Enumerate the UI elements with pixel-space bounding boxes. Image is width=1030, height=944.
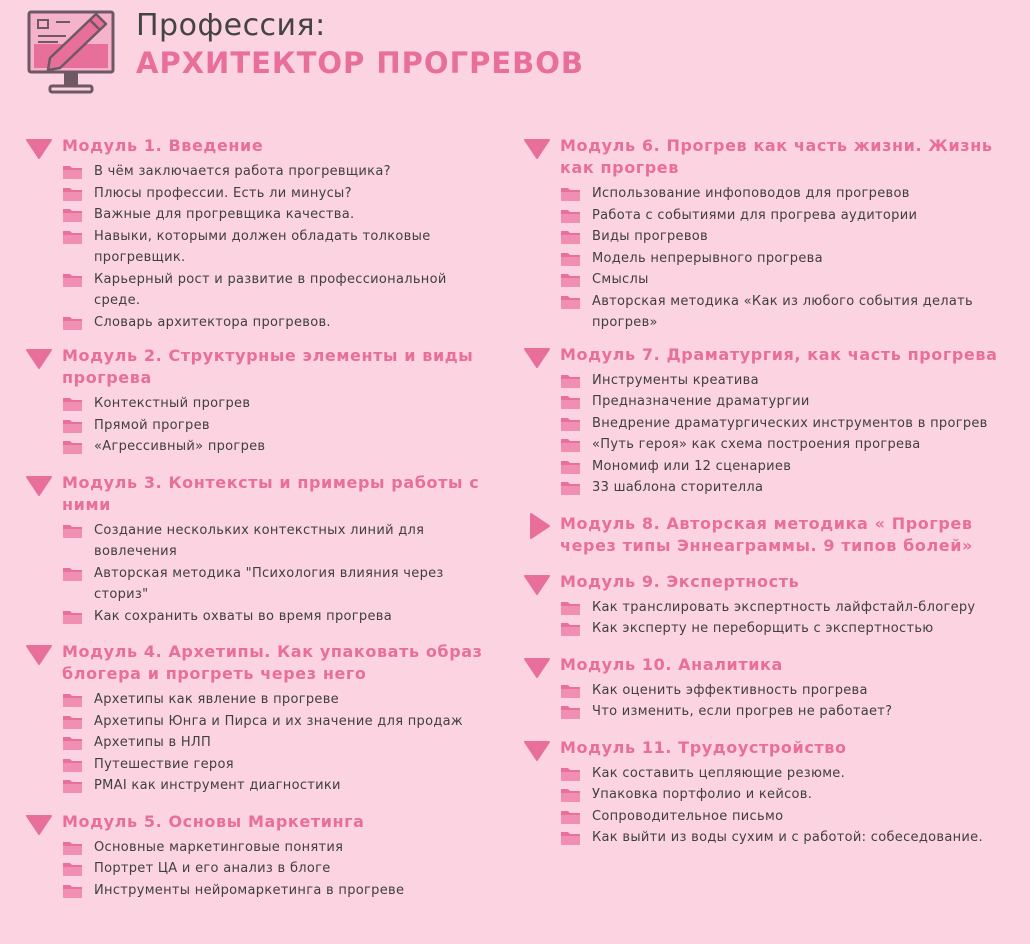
list-item-label: Как выйти из воды сухим и с работой: собеседование. — [592, 830, 983, 845]
list-item-label: Навыки, которыми должен обладать толковые прогревщик. — [94, 228, 431, 265]
module-title: Модуль 8. Авторская методика « Прогрев через типы Эннеаграммы. 9 типов болей» — [560, 513, 973, 555]
folder-icon — [62, 609, 83, 625]
folder-icon — [62, 840, 83, 856]
triangle-down-icon[interactable] — [26, 349, 52, 369]
list-item-label: Модель непрерывного прогрева — [592, 250, 823, 266]
module-header[interactable] — [560, 135, 1024, 179]
module-header[interactable] — [62, 345, 496, 389]
module — [26, 641, 496, 797]
list-item-label: Авторская методика «Как из любого события делать прогрев» — [592, 293, 973, 330]
list-item-label: Авторская методика "Психология влияния через сториз" — [94, 565, 444, 602]
module-items — [560, 597, 1024, 640]
list-item — [560, 370, 1024, 392]
module-items — [62, 520, 496, 628]
triangle-down-icon[interactable] — [524, 658, 550, 678]
folder-icon — [560, 437, 581, 453]
folder-icon — [62, 778, 83, 794]
folder-icon — [62, 883, 83, 899]
module-title: Модуль 5. Основы Маркетинга — [62, 811, 365, 831]
list-item-label: Создание нескольких контекстных линий для вовлечения — [94, 522, 425, 559]
list-item — [62, 204, 496, 226]
list-item-label: Работа с событиями для прогрева аудитории — [592, 207, 918, 223]
list-item-label: Сопроводительное письмо — [592, 808, 784, 824]
module-title: Модуль 4. Архетипы. Как упаковать образ блогера и прогреть через него — [62, 642, 483, 683]
module-title: Модуль 1. Введение — [62, 136, 264, 155]
folder-icon — [560, 272, 581, 288]
list-item — [62, 415, 496, 437]
list-item — [62, 520, 496, 563]
folder-icon — [560, 704, 581, 720]
module-items — [62, 689, 496, 797]
list-item — [62, 711, 496, 733]
header — [26, 6, 1006, 96]
left-column — [26, 135, 496, 901]
folder-icon — [560, 229, 581, 245]
list-item-label: Использование инфоповодов для прогревов — [592, 186, 910, 201]
triangle-right-icon[interactable] — [528, 513, 550, 539]
module-title: Модуль 7. Драматургия, как часть прогрева — [560, 344, 998, 364]
folder-icon — [560, 416, 581, 432]
list-item-label: Архетипы в НЛП — [94, 735, 212, 750]
folder-icon — [560, 251, 581, 267]
folder-icon — [560, 683, 581, 699]
list-item — [560, 205, 1024, 227]
folder-icon — [560, 394, 581, 410]
module-items — [560, 763, 1024, 849]
list-item — [560, 269, 1024, 291]
module — [524, 571, 1024, 640]
triangle-down-icon[interactable] — [26, 645, 52, 665]
list-item — [62, 269, 496, 312]
module-title: Модуль 9. Экспертность — [560, 571, 800, 591]
module-header[interactable] — [62, 135, 496, 157]
list-item-label: Основные маркетинговые понятия — [94, 839, 344, 855]
triangle-down-icon[interactable] — [524, 139, 550, 159]
list-item-label: «Путь героя» как схема построения прогрева — [592, 437, 921, 452]
list-item-label: 33 шаблона сторителла — [592, 480, 764, 495]
list-item — [560, 763, 1024, 785]
triangle-down-icon[interactable] — [26, 815, 52, 835]
module-title: Модуль 2. Структурные элементы и виды прогрева — [62, 346, 474, 387]
module-header[interactable] — [62, 811, 496, 833]
module — [524, 737, 1024, 849]
list-item — [62, 754, 496, 776]
folder-icon — [62, 164, 83, 180]
module-header[interactable] — [560, 513, 1024, 557]
module — [524, 344, 1024, 499]
module — [26, 345, 496, 458]
list-item-label: Прямой прогрев — [94, 417, 210, 433]
list-item-label: Как транслировать экспертность лайфстайл-блогеру — [592, 599, 976, 615]
module-header[interactable] — [560, 737, 1024, 759]
list-item — [62, 563, 496, 606]
module-title: Модуль 6. Прогрев как часть жизни. Жизнь как прогрев — [560, 136, 993, 177]
folder-icon — [62, 861, 83, 877]
list-item — [62, 183, 496, 205]
module-header[interactable] — [560, 571, 1024, 593]
module — [524, 654, 1024, 723]
folder-icon — [62, 692, 83, 708]
module-items — [560, 680, 1024, 723]
triangle-down-icon[interactable] — [524, 741, 550, 761]
triangle-down-icon[interactable] — [26, 476, 52, 496]
module-title: Модуль 3. Контексты и примеры работы с ними — [62, 472, 480, 514]
list-item-label: Словарь архитектора прогревов. — [94, 314, 331, 330]
profession-label: Профессия: — [136, 8, 326, 43]
list-item — [560, 226, 1024, 248]
list-item — [560, 618, 1024, 640]
list-item — [560, 248, 1024, 270]
list-item — [62, 732, 496, 754]
folder-icon — [560, 294, 581, 310]
list-item-label: Важные для прогревщика качества. — [94, 207, 355, 222]
folder-icon — [560, 621, 581, 637]
list-item-label: Архетипы как явление в прогреве — [94, 692, 339, 707]
list-item — [62, 858, 496, 880]
folder-icon — [560, 766, 581, 782]
list-item — [560, 291, 1024, 334]
module-title: Модуль 11. Трудоустройство — [560, 737, 847, 757]
module — [26, 811, 496, 902]
folder-icon — [560, 459, 581, 475]
module-header[interactable] — [560, 344, 1024, 366]
list-item — [560, 784, 1024, 806]
folder-icon — [560, 809, 581, 825]
module-items — [62, 837, 496, 902]
list-item-label: Как эксперту не переборщить с экспертностью — [592, 621, 934, 636]
list-item-label: Архетипы Юнга и Пирса и их значение для продаж — [94, 713, 463, 729]
module — [26, 472, 496, 628]
list-item-label: Предназначение драматургии — [592, 394, 810, 409]
list-item-label: В чём заключается работа прогревщика? — [94, 164, 391, 179]
list-item-label: Упаковка портфолио и кейсов. — [592, 787, 813, 802]
list-item — [560, 806, 1024, 828]
list-item — [62, 161, 496, 183]
folder-icon — [560, 208, 581, 224]
module — [26, 135, 496, 333]
list-item — [560, 456, 1024, 478]
folder-icon — [62, 315, 83, 331]
list-item-label: Как оценить эффективность прогрева — [592, 682, 868, 698]
list-item — [62, 606, 496, 628]
list-item-label: Инструменты креатива — [592, 372, 759, 388]
list-item — [62, 226, 496, 269]
folder-icon — [560, 830, 581, 846]
page-title: АРХИТЕКТОР ПРОГРЕВОВ — [136, 46, 584, 80]
list-item — [560, 477, 1024, 499]
module — [524, 135, 1024, 334]
folder-icon — [62, 418, 83, 434]
list-item — [62, 837, 496, 859]
list-item — [62, 689, 496, 711]
list-item-label: Инструменты нейромаркетинга в прогреве — [94, 882, 405, 898]
folder-icon — [62, 714, 83, 730]
list-item — [560, 680, 1024, 702]
list-item — [560, 391, 1024, 413]
folder-icon — [560, 186, 581, 202]
module-header[interactable] — [62, 641, 496, 685]
list-item-label: Что изменить, если прогрев не работает? — [592, 704, 893, 719]
list-item — [62, 393, 496, 415]
folder-icon — [62, 735, 83, 751]
list-item — [62, 312, 496, 334]
module-items — [560, 370, 1024, 499]
folder-icon — [62, 207, 83, 223]
list-item-label: Смыслы — [592, 272, 649, 287]
triangle-down-icon[interactable] — [26, 139, 52, 159]
folder-icon — [62, 229, 83, 245]
list-item-label: Виды прогревов — [592, 229, 709, 244]
list-item-label: Путешествие героя — [94, 756, 234, 772]
folder-icon — [560, 787, 581, 803]
folder-icon — [62, 566, 83, 582]
list-item — [560, 827, 1024, 849]
list-item-label: Плюсы профессии. Есть ли минусы? — [94, 185, 352, 201]
folder-icon — [560, 480, 581, 496]
folder-icon — [62, 523, 83, 539]
list-item — [560, 701, 1024, 723]
list-item-label: Как составить цепляющие резюме. — [592, 765, 846, 781]
folder-icon — [560, 600, 581, 616]
right-column — [524, 135, 1024, 849]
module-title: Модуль 10. Аналитика — [560, 654, 783, 674]
folder-icon — [62, 396, 83, 412]
monitor-with-pencil-icon — [26, 6, 118, 96]
list-item — [62, 880, 496, 902]
list-item — [560, 413, 1024, 435]
list-item-label: PMAI как инструмент диагностики — [94, 778, 341, 793]
module-items — [560, 183, 1024, 334]
module-header[interactable] — [62, 472, 496, 516]
folder-icon — [560, 373, 581, 389]
list-item — [560, 183, 1024, 205]
list-item — [62, 436, 496, 458]
list-item — [560, 597, 1024, 619]
module-items — [62, 393, 496, 458]
list-item-label: Мономиф или 12 сценариев — [592, 458, 792, 474]
list-item-label: Контекстный прогрев — [94, 396, 251, 411]
folder-icon — [62, 186, 83, 202]
list-item-label: Внедрение драматургических инструментов в прогрев — [592, 415, 988, 431]
list-item-label: Портрет ЦА и его анализ в блоге — [94, 861, 331, 876]
list-item — [560, 434, 1024, 456]
list-item — [62, 775, 496, 797]
triangle-down-icon[interactable] — [524, 348, 550, 368]
folder-icon — [62, 439, 83, 455]
list-item-label: Карьерный рост и развитие в профессиональной среде. — [94, 271, 447, 308]
module — [524, 513, 1024, 557]
module-header[interactable] — [560, 654, 1024, 676]
triangle-down-icon[interactable] — [524, 575, 550, 595]
list-item-label: Как сохранить охваты во время прогрева — [94, 608, 392, 624]
folder-icon — [62, 757, 83, 773]
module-items — [62, 161, 496, 333]
list-item-label: «Агрессивный» прогрев — [94, 439, 266, 454]
folder-icon — [62, 272, 83, 288]
